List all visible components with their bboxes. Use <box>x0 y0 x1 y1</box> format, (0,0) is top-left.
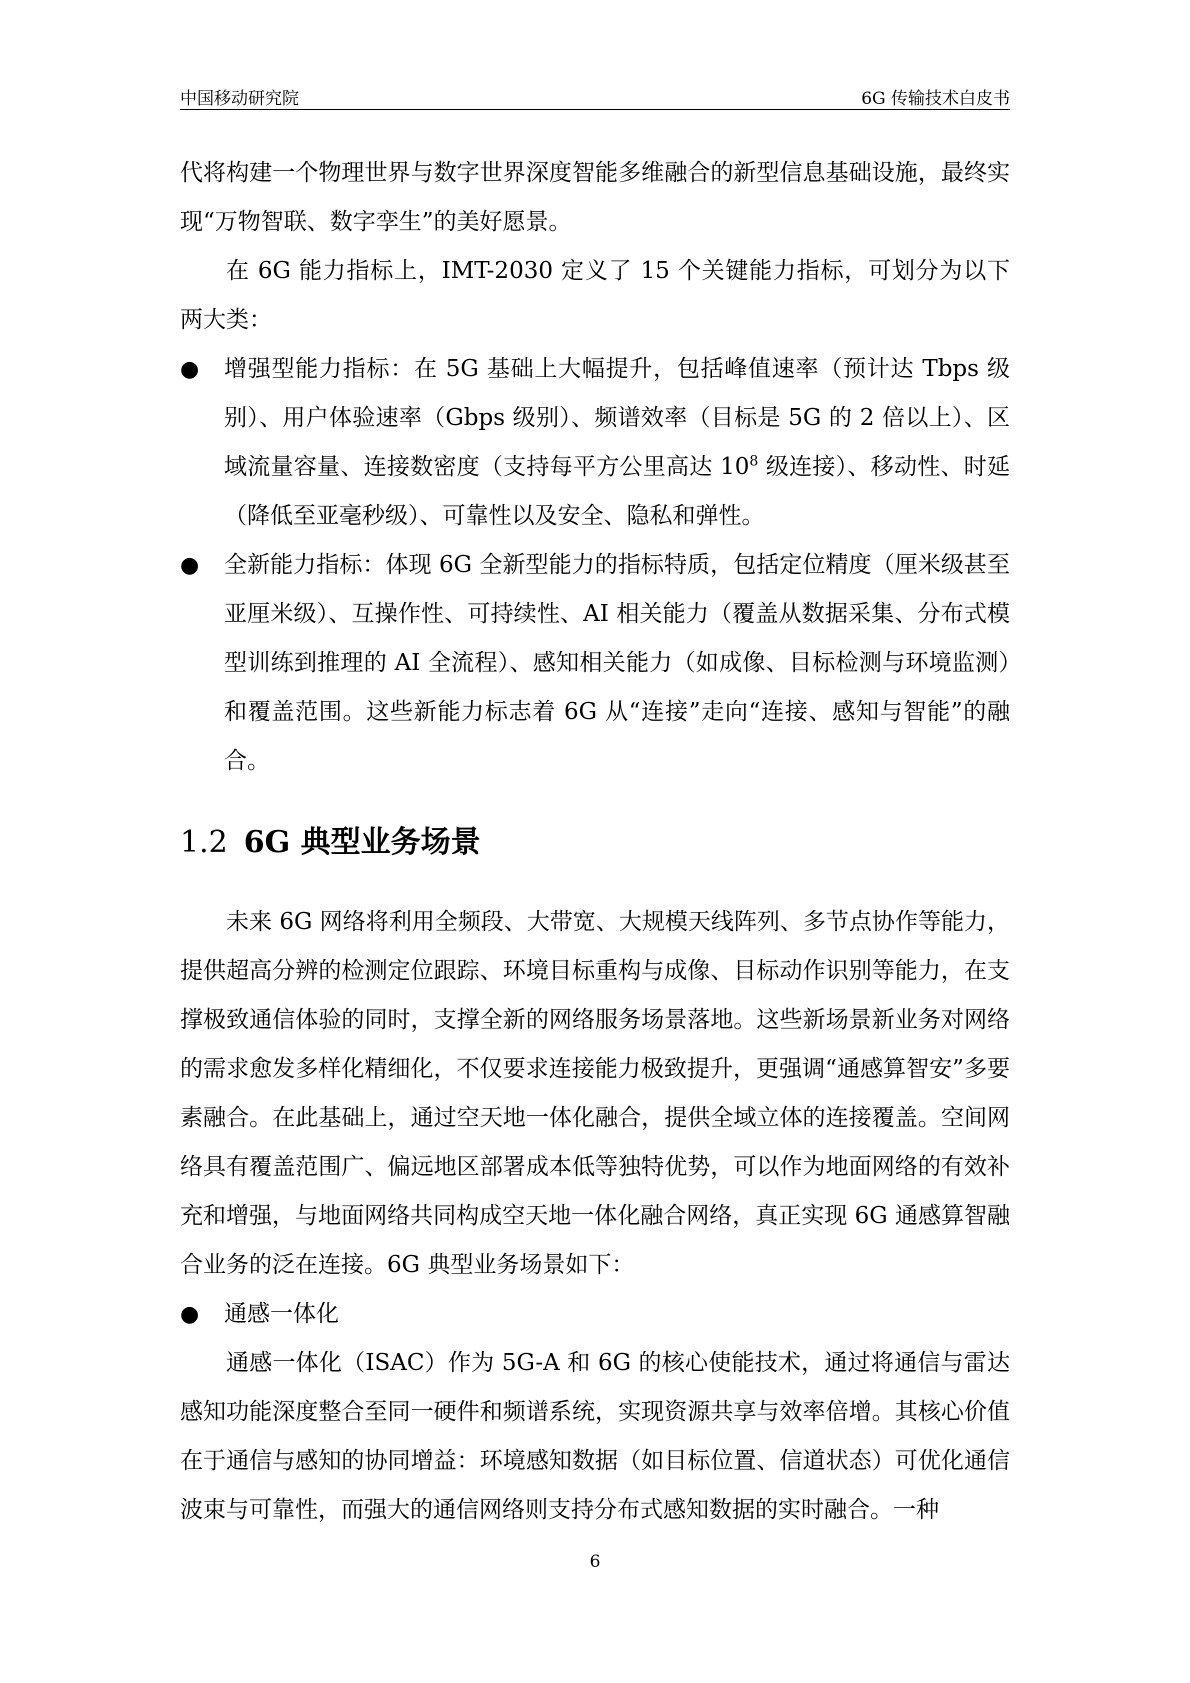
bullet-text-part: 增强型能力指标：在 5G 基础上大幅提升，包括峰值速率（预计达 Tbps 级别）、用户体验速率（Gbps 级别）、频谱效率（目标是 5G 的 2 倍以上）、区域流量容量、连接数密度（支持每平方公里高达 10 <box>224 356 1010 480</box>
bullet-item-enhanced-metrics <box>180 345 1010 541</box>
bullet-text: 通感一体化 <box>224 1301 339 1327</box>
page-body <box>180 149 1010 1535</box>
header-divider <box>180 109 1010 110</box>
section-number: 1.2 <box>180 825 228 860</box>
paragraph: 在 6G 能力指标上，IMT-2030 定义了 15 个关键能力指标，可划分为以下两大类： <box>180 258 1010 333</box>
bullet-item-isac <box>180 1290 1010 1339</box>
section-title: 6G 典型业务场景 <box>243 825 481 860</box>
bullet-dot-icon: ● <box>180 553 200 578</box>
page-number: 6 <box>589 1552 601 1572</box>
section-heading <box>180 818 1010 868</box>
bullet-text: 全新能力指标：体现 6G 全新型能力的指标特质，包括定位精度（厘米级甚至亚厘米级）、互操作性、可持续性、AI 相关能力（覆盖从数据采集、分布式模型训练到推理的 AI 全流程）、感知相关能力（如成像、目标检测与环境监测）和覆盖范围。这些新能力标志着 6G 从“连接”走向“连接、感知与智能”的融合。 <box>224 552 1010 774</box>
bullet-dot-icon: ● <box>180 1302 200 1327</box>
bullet-text <box>224 345 1010 541</box>
paragraph: 通感一体化（ISAC）作为 5G-A 和 6G 的核心使能技术，通过将通信与雷达感知功能深度整合至同一硬件和频谱系统，实现资源共享与效率倍增。其核心价值在于通信与感知的协同增益：环境感知数据（如目标位置、信道状态）可优化通信波束与可靠性，而强大的通信网络则支持分布式感知数据的实时融合。一种 <box>180 1350 1010 1523</box>
bullet-dot-icon: ● <box>180 357 200 382</box>
paragraph: 未来 6G 网络将利用全频段、大带宽、大规模天线阵列、多节点协作等能力，提供超高分辨的检测定位跟踪、环境目标重构与成像、目标动作识别等能力，在支撑极致通信体验的同时，支撑全新的网络服务场景落地。这些新场景新业务对网络的需求愈发多样化精细化，不仅要求连接能力极致提升，更强调“通感算智安”多要素融合。在此基础上，通过空天地一体化融合，提供全域立体的连接覆盖。空间网络具有覆盖范围广、偏远地区部署成本低等独特优势，可以作为地面网络的有效补充和增强，与地面网络共同构成空天地一体化融合网络，真正实现 6G 通感算智融合业务的泛在连接。6G 典型业务场景如下： <box>180 909 1010 1278</box>
page-header <box>180 84 1010 108</box>
bullet-text-part: 级连接）、移动性、时延（降低至亚毫秒级）、可靠性以及安全、隐私和弹性。 <box>224 454 1011 529</box>
bullet-item-new-metrics <box>180 541 1010 786</box>
header-doc-title: 6G 传输技术白皮书 <box>861 89 1010 109</box>
superscript: 8 <box>749 453 759 470</box>
paragraph: 代将构建一个物理世界与数字世界深度智能多维融合的新型信息基础设施，最终实现“万物智联、数字孪生”的美好愿景。 <box>180 160 1010 235</box>
header-org: 中国移动研究院 <box>180 89 299 109</box>
